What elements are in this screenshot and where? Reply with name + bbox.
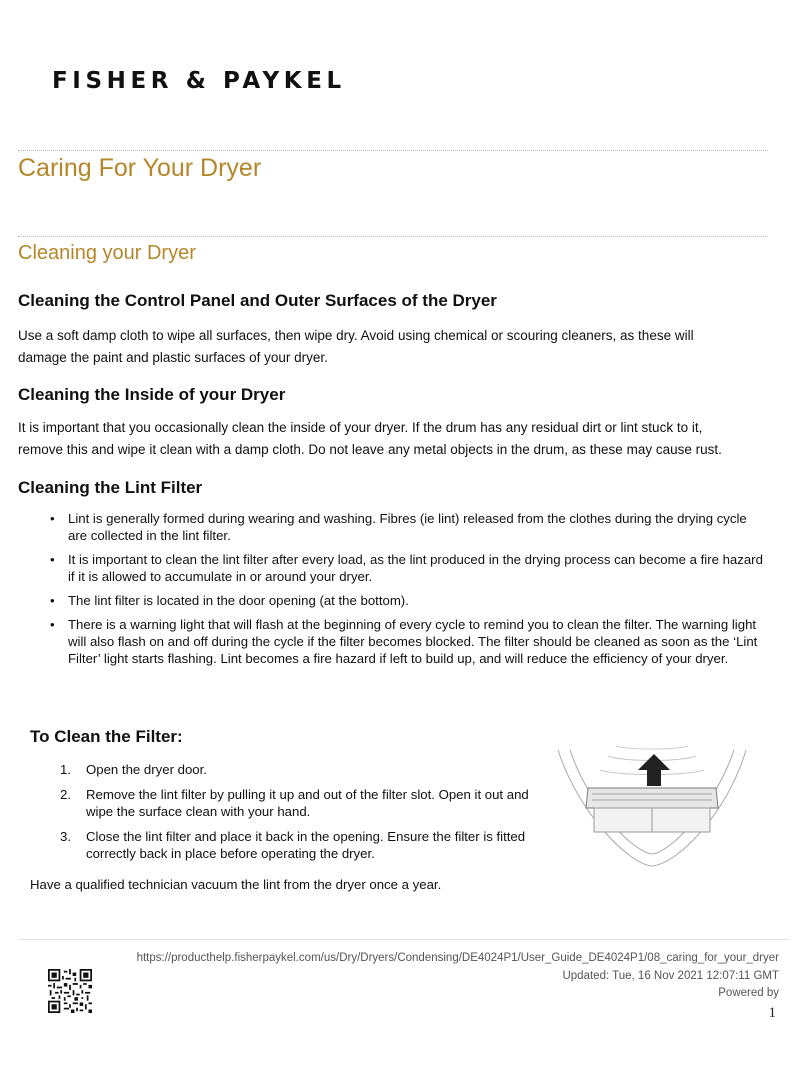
maintenance-note: Have a qualified technician vacuum the lint from the dryer once a year.: [30, 877, 442, 892]
step-number: 3.: [60, 828, 71, 844]
footer-divider: [18, 939, 790, 940]
brand-logo: FISHER & PAYKEL: [52, 68, 346, 94]
filter-top: [586, 788, 718, 808]
lint-filter: [586, 788, 718, 832]
page-title: Caring For Your Dryer: [18, 154, 262, 182]
step-text: Remove the lint filter by pulling it up and out of the filter slot. Open it out and wipe the surface clean with your hand.: [86, 786, 529, 819]
control-panel-text-line1: Use a soft damp cloth to wipe all surfaces, then wipe dry. Avoid using chemical or scouring cleaners, as these will: [18, 328, 694, 343]
drum-ridge: [616, 746, 688, 749]
up-arrow-icon: [638, 754, 670, 786]
clean-filter-steps: [60, 761, 538, 870]
step-item: [60, 828, 538, 863]
inside-text-line1: It is important that you occasionally clean the inside of your dryer. If the drum has any residual dirt or lint stuck to it,: [18, 420, 703, 435]
lint-filter-list: [48, 510, 768, 674]
step-text: Open the dryer door.: [86, 762, 207, 777]
inside-text-line2: remove this and wipe it clean with a damp cloth. Do not leave any metal objects in the drum, as these may cause rust.: [18, 442, 722, 457]
list-item: • There is a warning light that will flash at the beginning of every cycle to remind you to clean the filter. The warning light will also flash on and off during the cycle if the filter becomes blocked. The filter should be cleaned as soon as the ‘Lint Filter’ light starts flashing. Lint becomes a fire hazard if left to build up, and will reduce the efficiency of your dryer.: [48, 616, 768, 667]
page-number: 1: [768, 1005, 776, 1021]
list-item: • Lint is generally formed during wearing and washing. Fibres (ie lint) released from the clothes during the drying cycle are collected in the lint filter.: [48, 510, 768, 544]
control-panel-text: [18, 325, 778, 369]
step-text: Close the lint filter and place it back in the opening. Ensure the filter is fitted correctly back in place before operating the dryer.: [86, 828, 526, 861]
step-item: [60, 761, 538, 779]
divider: [18, 236, 768, 237]
lint-filter-illustration: [548, 742, 756, 870]
section-title: Cleaning your Dryer: [18, 242, 196, 264]
qr-code: [48, 969, 92, 1013]
lint-filter-heading: Cleaning the Lint Filter: [18, 478, 203, 497]
list-item: • The lint filter is located in the door opening (at the bottom).: [48, 592, 768, 609]
control-panel-heading: Cleaning the Control Panel and Outer Surfaces of the Dryer: [18, 291, 497, 310]
inside-text: [18, 417, 778, 461]
step-number: 2.: [60, 786, 71, 802]
clean-filter-heading: To Clean the Filter:: [30, 727, 183, 746]
footer-updated: Updated: Tue, 16 Nov 2021 12:07:11 GMT: [562, 970, 779, 982]
step-number: 1.: [60, 762, 71, 777]
step-item: [60, 786, 538, 821]
control-panel-text-line2: damage the paint and plastic surfaces of your dryer.: [18, 350, 328, 365]
footer-powered-by: Powered by: [718, 987, 779, 999]
inside-heading: Cleaning the Inside of your Dryer: [18, 385, 286, 404]
list-item: • It is important to clean the lint filter after every load, as the lint produced in the drying process can become a fire hazard if it is allowed to accumulate in or around your dryer.: [48, 551, 768, 585]
divider: [18, 150, 768, 151]
footer-url[interactable]: https://producthelp.fisherpaykel.com/us/Dry/Dryers/Condensing/DE4024P1/User_Guide_DE4024P1/08_caring_for_your_dryer: [136, 952, 779, 964]
